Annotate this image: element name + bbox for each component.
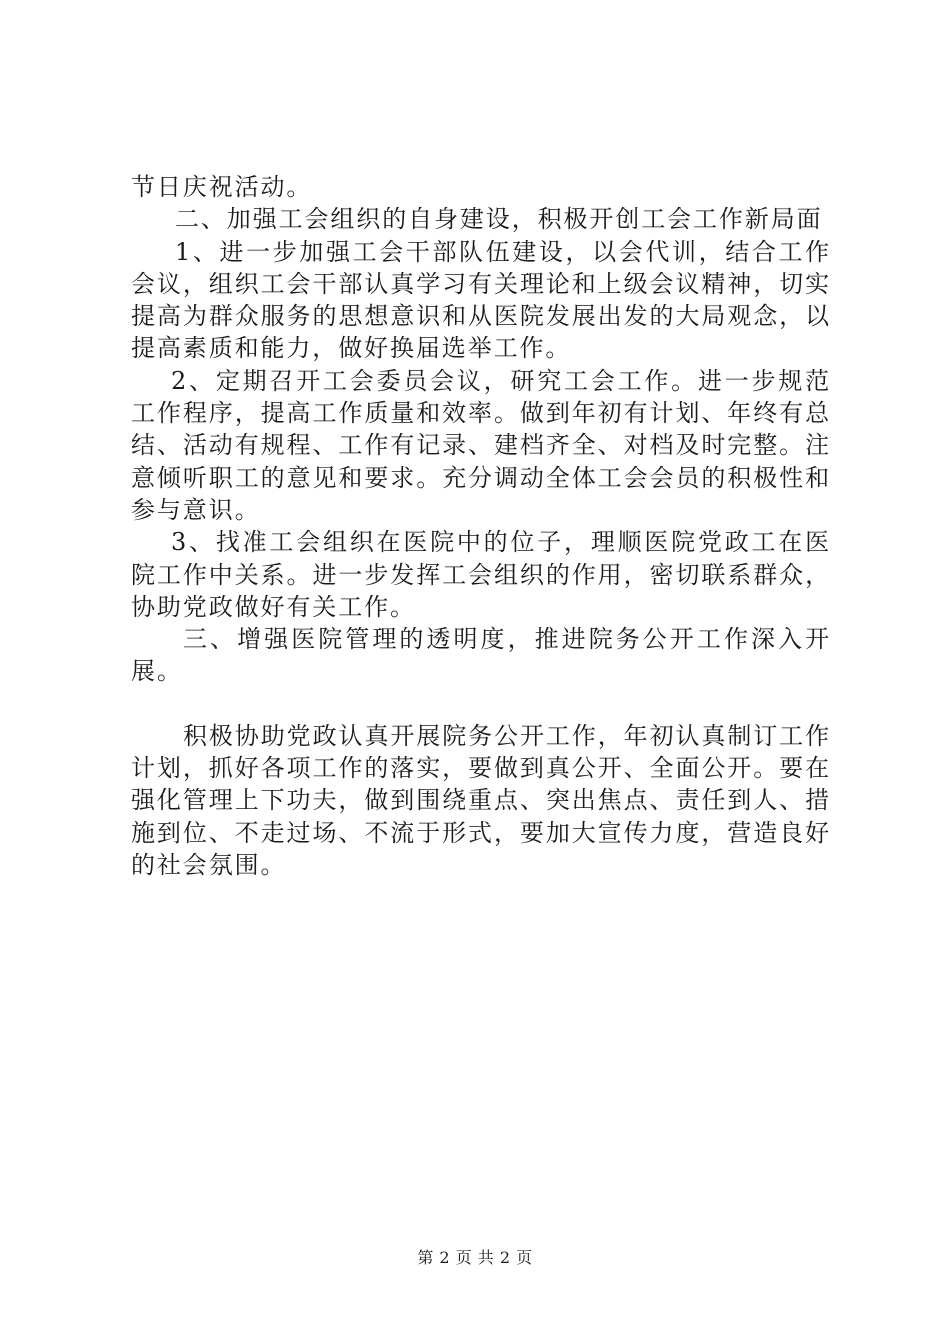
section-heading-3: 三、增强医院管理的透明度，推进院务公开工作深入开展。 [131,625,831,686]
section-heading-2: 二、加强工会组织的自身建设，积极开创工会工作新局面 [175,205,823,234]
paragraph-item-1: 1、进一步加强工会干部队伍建设，以会代训，结合工作会议，组织工会干部认真学习有关理论和上级会议精神，切实提高为群众服务的思想意识和从医院发展出发的大局观念，以提高素质和能力，做好换届选举工作。 [131,237,831,363]
paragraph-continuation: 节日庆祝活动。 [131,173,313,201]
paragraph-item-3: 3、找准工会组织在医院中的位子，理顺医院党政工在医院工作中关系。进一步发挥工会组织的作用，密切联系群众，协助党政做好有关工作。 [131,528,831,621]
paragraph-section-3-body: 积极协助党政认真开展院务公开工作，年初认真制订工作计划，抓好各项工作的落实，要做到真公开、全面公开。要在强化管理上下功夫，做到围绕重点、突出焦点、责任到人、措施到位、不走过场、不流于形式，要加大宣传力度，营造良好的社会氛围。 [131,721,831,879]
paragraph-item-2: 2、定期召开工会委员会议，研究工会工作。进一步规范工作程序，提高工作质量和效率。做到年初有计划、年终有总结、活动有规程、工作有记录、建档齐全、对档及时完整。注意倾听职工的意见和要求。充分调动全体工会会员的积极性和参与意识。 [131,366,831,524]
page-number-footer: 第 2 页 共 2 页 [417,1248,533,1267]
document-body [131,171,831,881]
